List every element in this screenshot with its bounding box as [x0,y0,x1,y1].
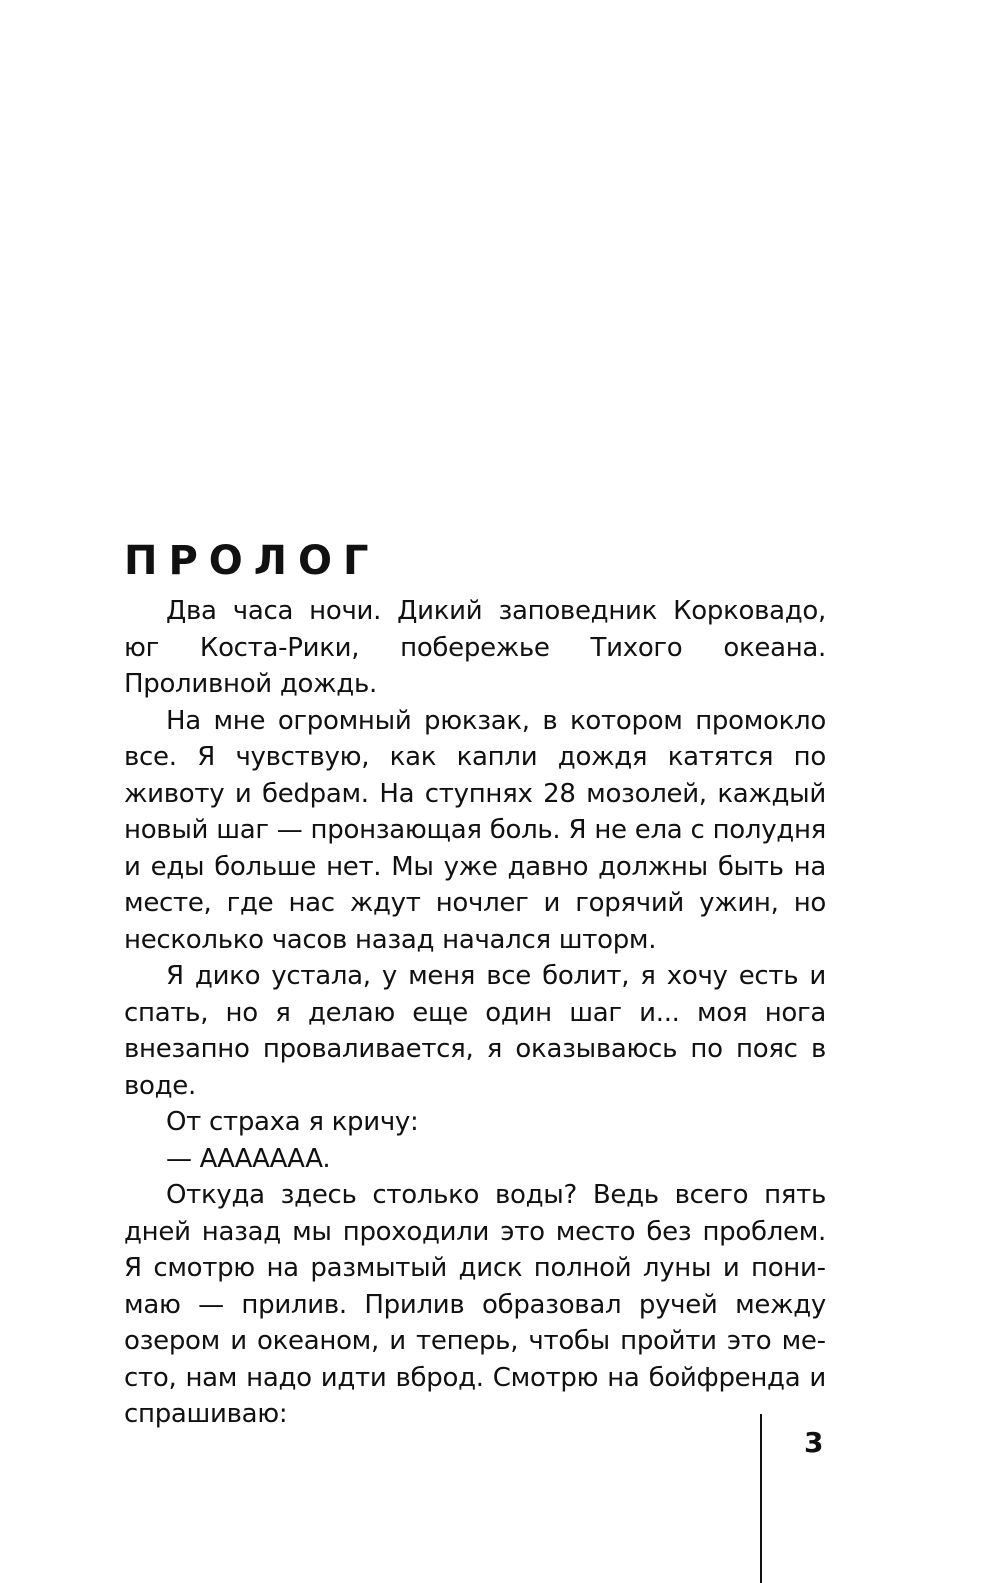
paragraph: На мне огромный рюкзак, в котором промокло все. Я чувствую, как капли дождя катятся по животу и беdрам. На ступнях 28 мозолей, каждый новый шаг — пронзающая боль. Я не ела с полудня и еды больше нет. Мы уже давно должны быть на месте, где нас ждут ночлег и горячий ужин, но несколько часов назад начался шторм. [124,705,826,955]
paragraph: От страха я кричу: [166,1107,419,1137]
footer-divider [760,1414,762,1583]
paragraph: Два часа ночи. Дикий заповедник Корковадо, юг Коста-Рики, побережье Тихого океана. Проливной дождь. [124,596,826,699]
chapter-title: ПРОЛОГ [124,538,380,584]
paragraph: Откуда здесь столько воды? Ведь всего пять дней назад мы проходили это место без проблем. Я смотрю на размытый диск полной луны и понимаю — прилив. Прилив образовал ручей между озером и океаном, и теперь, чтобы пройти это место, нам надо идти вброд. Смотрю на бойфренда и спрашиваю: [124,1180,826,1429]
paragraph: Я дико устала, у меня все болит, я хочу есть и спать, но я делаю еще один шаг и... моя нога внезапно проваливается, я оказываюсь по пояс в воде. [124,961,826,1101]
dialogue-line: — АААААAA. [166,1143,331,1174]
page-number: 3 [804,1426,824,1459]
body-text [124,593,826,1433]
